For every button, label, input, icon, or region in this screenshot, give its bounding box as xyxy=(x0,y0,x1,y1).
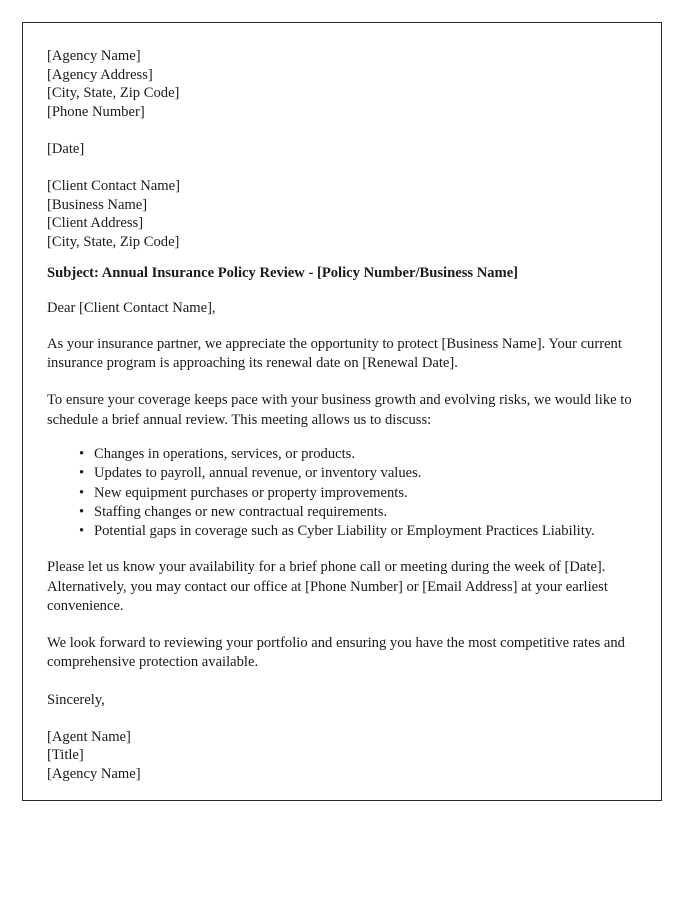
list-item-label: Potential gaps in coverage such as Cyber Liability or Employment Practices Liability. xyxy=(94,522,595,539)
recipient-city-state-zip: [City, State, Zip Code] xyxy=(47,233,180,250)
body-paragraph-1: As your insurance partner, we appreciate the opportunity to protect [Business Name]. Your current insurance program is approaching its renewal date on [Renewal Date]. xyxy=(47,335,622,372)
body-paragraph-2: To ensure your coverage keeps pace with your business growth and evolving risks, we would like to schedule a brief annual review. This meeting allows us to discuss: xyxy=(47,391,632,428)
bullet-point-icon: • xyxy=(79,465,85,482)
letter-body xyxy=(47,47,633,783)
list-item-label: Updates to payroll, annual revenue, or inventory values. xyxy=(94,465,422,482)
bullet-point-icon: • xyxy=(79,522,85,539)
recipient-business-name: [Business Name] xyxy=(47,196,148,213)
bullet-point-icon: • xyxy=(79,484,85,501)
bullet-point-icon: • xyxy=(79,446,85,463)
sender-phone-number: [Phone Number] xyxy=(47,103,145,120)
recipient-contact-name: [Client Contact Name] xyxy=(47,178,180,195)
spacer-after-sender xyxy=(47,121,633,140)
sender-agency-name: [Agency Name] xyxy=(47,48,141,64)
list-item xyxy=(79,464,633,483)
recipient-address-block xyxy=(47,177,633,251)
spacer-after-date xyxy=(47,159,633,178)
signature-title: [Title] xyxy=(47,747,84,764)
closing-line: Sincerely, xyxy=(47,692,105,709)
recipient-client-address: [Client Address] xyxy=(47,215,144,232)
signature-agency-name: [Agency Name] xyxy=(47,765,141,782)
sender-address-block xyxy=(47,47,633,121)
body-paragraph-3: Please let us know your availability for a brief phone call or meeting during the week of [Date]. Alternatively, you may contact our office at [Phone Number] or [Email Address] at your earliest convenience. xyxy=(47,559,608,615)
list-item-label: Changes in operations, services, or products. xyxy=(94,446,356,463)
signature-agent-name: [Agent Name] xyxy=(47,728,131,745)
list-item xyxy=(79,503,633,522)
sender-city-state-zip: [City, State, Zip Code] xyxy=(47,85,180,102)
list-item xyxy=(79,484,633,503)
bullet-point-icon: • xyxy=(79,503,85,520)
salutation-line: Dear [Client Contact Name], xyxy=(47,300,216,317)
review-topics-list xyxy=(47,445,633,541)
list-item-label: Staffing changes or new contractual requirements. xyxy=(94,503,388,520)
date-block xyxy=(47,140,633,159)
list-item xyxy=(79,522,633,541)
document-page-border xyxy=(22,22,662,801)
list-item-label: New equipment purchases or property improvements. xyxy=(94,484,408,501)
signature-block xyxy=(47,728,633,784)
sender-agency-address: [Agency Address] xyxy=(47,66,153,83)
date-line: [Date] xyxy=(47,140,85,157)
subject-line: Subject: Annual Insurance Policy Review - [Policy Number/Business Name] xyxy=(47,264,519,281)
body-paragraph-4: We look forward to reviewing your portfolio and ensuring you have the most competitive rates and comprehensive protection available. xyxy=(47,634,625,671)
list-item xyxy=(79,445,633,464)
